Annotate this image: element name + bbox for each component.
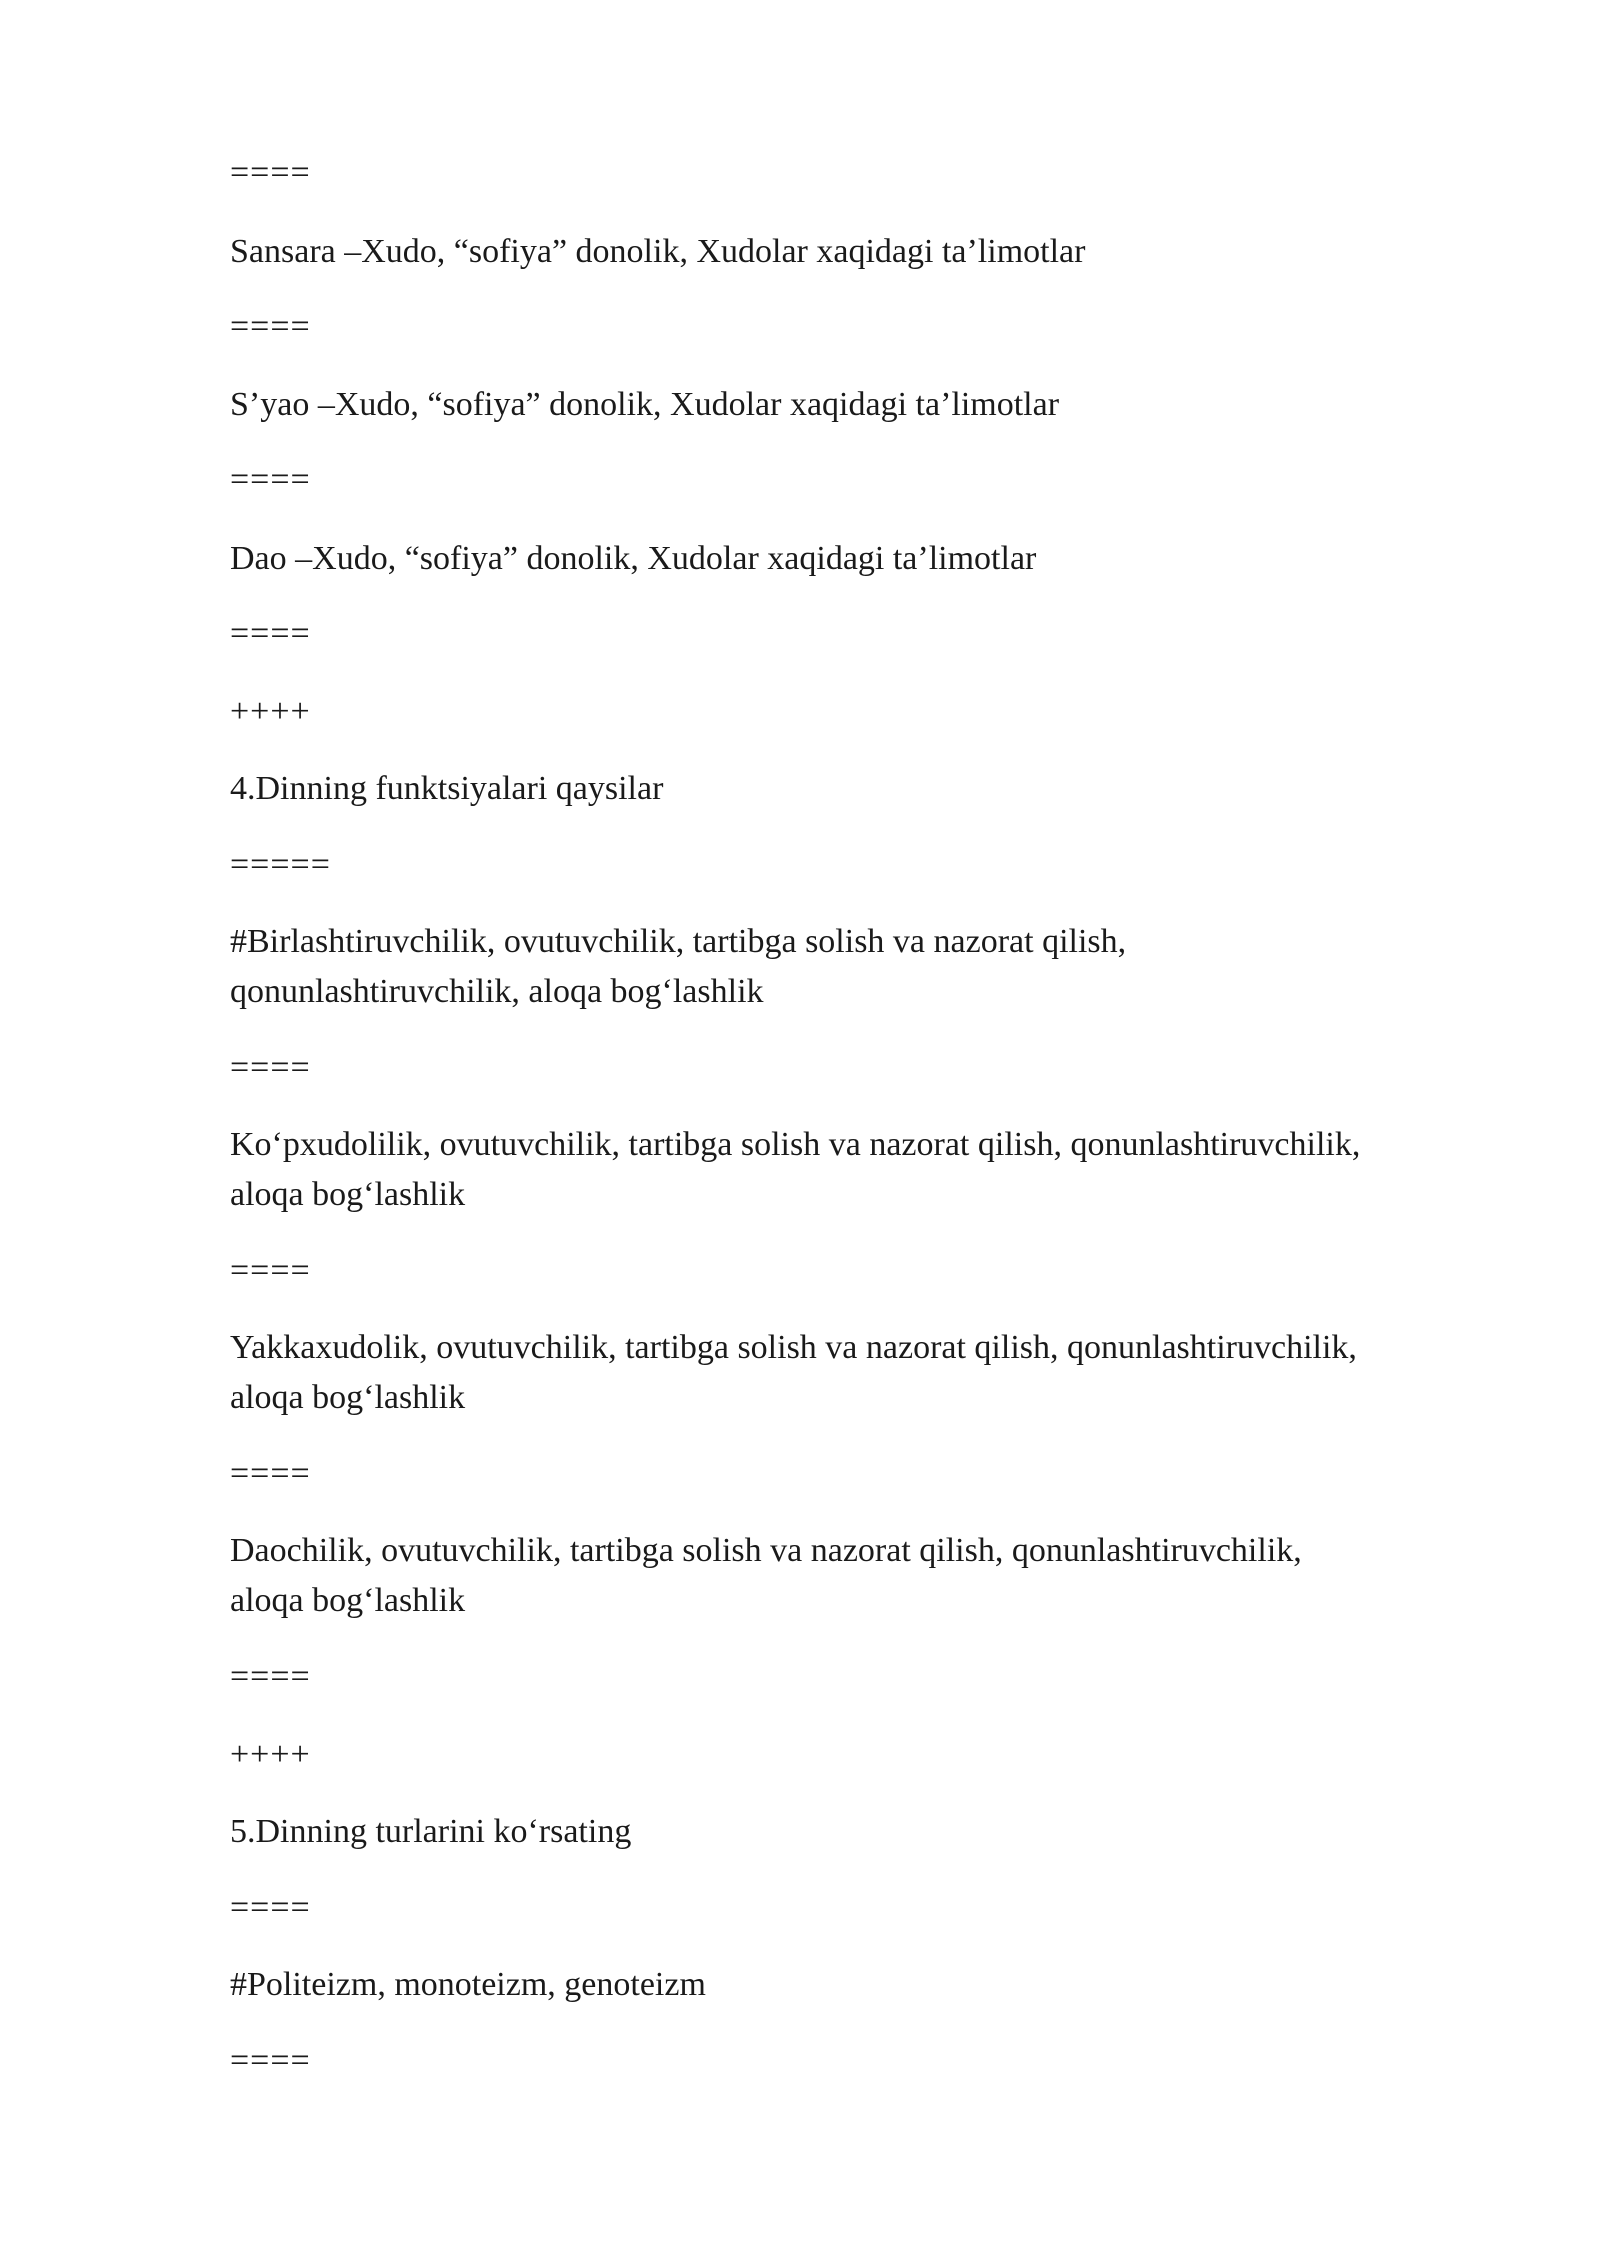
- question-5: 5.Dinning turlarini ko‘rsating: [230, 1813, 632, 1850]
- answer-option-daochilik-line-1: Daochilik, ovutuvchilik, tartibga solish va nazorat qilish, qonunlashtiruvchilik,: [230, 1532, 1302, 1569]
- answer-option-sansara: Sansara –Xudo, “sofiya” donolik, Xudolar xaqidagi ta’limotlar: [230, 233, 1086, 270]
- separator: ====: [230, 2042, 311, 2079]
- correct-answer-line-1: #Birlashtiruvchilik, ovutuvchilik, tartibga solish va nazorat qilish,: [230, 923, 1127, 960]
- question-4: 4.Dinning funktsiyalari qaysilar: [230, 770, 664, 807]
- answer-option-yakkaxudolik-line-2: aloqa bog‘lashlik: [230, 1379, 466, 1416]
- question-separator: ++++: [230, 1736, 311, 1773]
- answer-option-kopxudolilik-line-2: aloqa bog‘lashlik: [230, 1176, 466, 1213]
- separator: ====: [230, 1455, 311, 1492]
- answer-option-yakkaxudolik-line-1: Yakkaxudolik, ovutuvchilik, tartibga solish va nazorat qilish, qonunlashtiruvchilik,: [230, 1329, 1357, 1366]
- answer-option-dao: Dao –Xudo, “sofiya” donolik, Xudolar xaqidagi ta’limotlar: [230, 540, 1037, 577]
- separator: ====: [230, 1889, 311, 1926]
- separator: ====: [230, 1658, 311, 1695]
- correct-answer-line-2: qonunlashtiruvchilik, aloqa bog‘lashlik: [230, 973, 764, 1010]
- question-separator: ++++: [230, 693, 311, 730]
- separator: ====: [230, 461, 311, 498]
- separator: ====: [230, 154, 311, 191]
- correct-answer: #Politeizm, monoteizm, genoteizm: [230, 1966, 706, 2003]
- separator: ====: [230, 308, 311, 345]
- separator: ====: [230, 1049, 311, 1086]
- answer-option-daochilik-line-2: aloqa bog‘lashlik: [230, 1582, 466, 1619]
- answer-option-syao: S’yao –Xudo, “sofiya” donolik, Xudolar xaqidagi ta’limotlar: [230, 386, 1060, 423]
- answer-option-kopxudolilik-line-1: Ko‘pxudolilik, ovutuvchilik, tartibga solish va nazorat qilish, qonunlashtiruvchilik,: [230, 1126, 1361, 1163]
- separator: ====: [230, 1252, 311, 1289]
- separator: ====: [230, 615, 311, 652]
- separator: =====: [230, 846, 331, 883]
